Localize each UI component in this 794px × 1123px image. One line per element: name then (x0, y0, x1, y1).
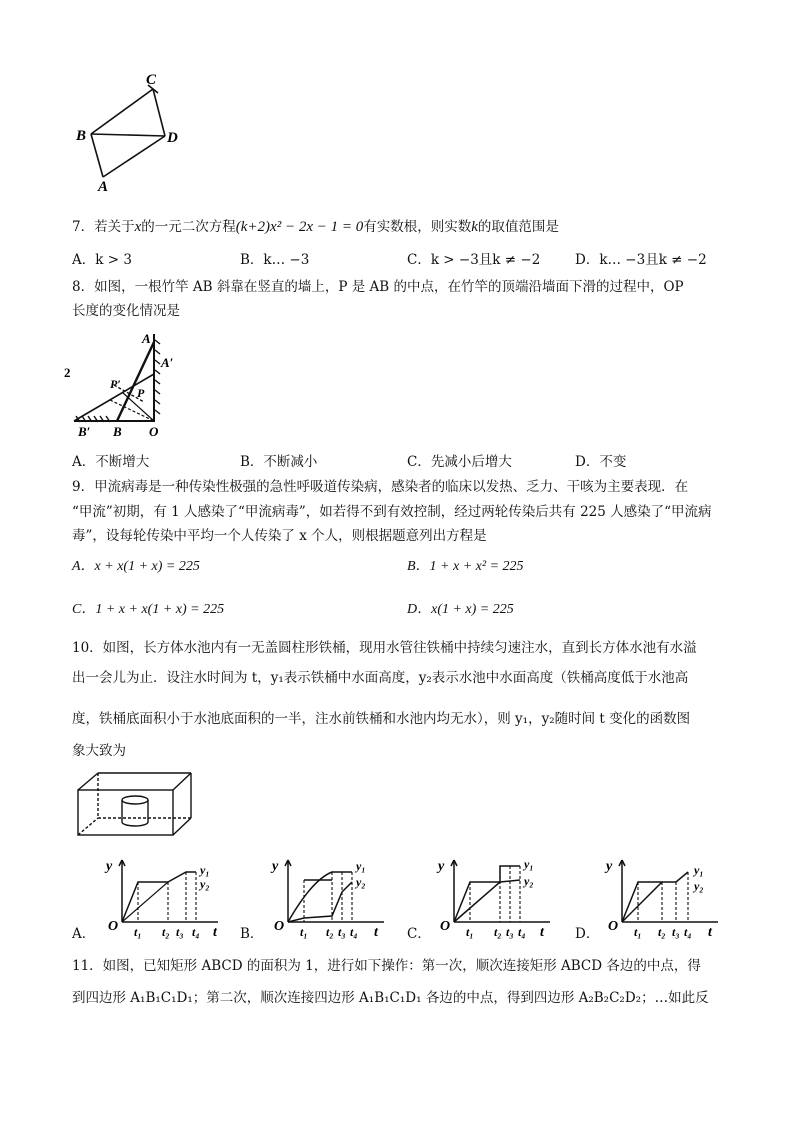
graph-c-t: t (540, 925, 544, 940)
graph-a-y2: y₂ (200, 877, 210, 891)
q7-post: 的取值范围是 (477, 219, 559, 235)
q9-option-c[interactable]: C．1 + x + x(1 + x) = 225 (72, 602, 225, 617)
label-b-prime: B′ (78, 424, 91, 439)
graph-b-t2: t₂ (326, 925, 334, 939)
graph-c-t4: t₄ (518, 925, 526, 939)
label-p: P (137, 386, 145, 400)
q10-option-c[interactable]: C． (407, 926, 431, 942)
graph-b (262, 852, 392, 942)
graph-c-y: y (438, 859, 445, 874)
graph-a-y1: y₁ (200, 863, 210, 877)
graph-c-y2: y₂ (524, 874, 534, 888)
q7-mid2: 有实数根，则实数 (363, 219, 472, 235)
graph-d-y2: y₂ (694, 879, 704, 893)
label-b: B (113, 424, 122, 439)
q8-option-c[interactable]: C．先减小后增大 (407, 454, 512, 470)
q8-line1-text: 如图，一根竹竿 AB 斜靠在竖直的墙上，P 是 AB 的中点，在竹竿的顶端沿墙面下滑的过程中，OP (94, 279, 684, 295)
q7-number: 7． (72, 219, 95, 235)
graph-d-y: y (606, 859, 613, 874)
q7-mid1: 的一元二次方程 (141, 219, 236, 235)
graph-d (596, 852, 726, 942)
q8-number: 8． (72, 279, 95, 295)
label-stray-2: 2 (64, 365, 71, 380)
q7-option-c[interactable]: C．k > −3且k ≠ −2 (407, 252, 541, 268)
q9-line2: “甲流”初期，有 1 人感染了“甲流病毒”，如若得不到有效控制，经过两轮传染后共有 225 人感染了“甲流病 (72, 504, 712, 520)
q10-line2: 出一会儿为止．设注水时间为 t，y₁表示铁桶中水面高度，y₂表示水池中水面高度（铁桶高度低于水池高 (72, 670, 689, 686)
q9-option-a[interactable]: A．x + x(1 + x) = 225 (72, 559, 200, 574)
graph-c-t2: t₂ (494, 925, 502, 939)
q7-pre: 若关于 (94, 219, 135, 235)
q11-line1: 11．如图，已知矩形 ABCD 的面积为 1，进行如下操作：第一次，顺次连接矩形 ABCD 各边的中点，得 (72, 958, 701, 974)
q7-option-a[interactable]: A．k > 3 (72, 252, 132, 268)
label-a-prime: A′ (161, 355, 174, 370)
graph-d-y1: y₁ (694, 863, 704, 877)
graph-a (96, 852, 226, 942)
graph-d-t4: t₄ (684, 925, 692, 939)
graph-a-y: y (106, 859, 113, 874)
graph-b-y: y (272, 859, 279, 874)
graph-d-t2: t₂ (658, 925, 666, 939)
q8-option-b[interactable]: B．不断减小 (240, 454, 318, 470)
q8-line1 (72, 277, 684, 297)
graph-a-t: t (213, 925, 217, 940)
graph-a-t3: t₃ (176, 925, 184, 939)
q10-line1: 10．如图，长方体水池内有一无盖圆柱形铁桶，现用水管往铁桶中持续匀速注水，直到长方体水池有水溢 (72, 640, 697, 656)
ladder-figure (62, 330, 182, 442)
label-a: A (98, 179, 109, 195)
graph-b-o: O (274, 919, 285, 934)
quadrilateral-figure (70, 70, 190, 195)
graph-d-o: O (608, 919, 619, 934)
q11-line2: 到四边形 A₁B₁C₁D₁；第二次，顺次连接四边形 A₁B₁C₁D₁ 各边的中点，得到四边形 A₂B₂C₂D₂；…如此反 (72, 990, 709, 1006)
q10-option-a[interactable]: A． (72, 926, 96, 942)
graph-c (428, 852, 558, 942)
q8-option-d[interactable]: D．不变 (575, 454, 627, 470)
graph-b-t: t (374, 925, 378, 940)
q9-line1: 9．甲流病毒是一种传染性极强的急性呼吸道传染病，感染者的临床以发热、乏力、干咳为主要表现．在 (72, 479, 689, 495)
q9-option-b[interactable]: B．1 + x + x² = 225 (407, 559, 524, 574)
graph-c-t1: t₁ (466, 925, 474, 939)
graph-b-y2: y₂ (356, 875, 366, 889)
graph-b-t4: t₄ (350, 925, 358, 939)
pool-figure (74, 770, 194, 840)
q7-stem (72, 217, 559, 237)
q7-option-d[interactable]: D．k… −3且k ≠ −2 (575, 252, 707, 268)
graph-a-t2: t₂ (162, 925, 170, 939)
q7-equation: (k+2)x² − 2x − 1 = 0 (235, 219, 364, 235)
graph-d-t: t (708, 925, 712, 940)
label-c: C (146, 72, 157, 88)
graph-b-t3: t₃ (338, 925, 346, 939)
graph-c-t3: t₃ (506, 925, 514, 939)
graph-c-y1: y₁ (524, 857, 534, 871)
q9-line3: 毒”，设每轮传染中平均一个人传染了 x 个人，则根据题意列出方程是 (72, 528, 487, 544)
graph-d-t3: t₃ (672, 925, 680, 939)
label-a: A (142, 331, 151, 346)
label-d: D (167, 130, 178, 146)
q7-option-b[interactable]: B．k… −3 (240, 252, 310, 268)
graph-a-t1: t₁ (134, 925, 142, 939)
label-o: O (149, 424, 159, 439)
graph-b-t1: t₁ (300, 925, 308, 939)
q8-line2: 长度的变化情况是 (72, 303, 180, 319)
label-p-prime: P′ (110, 377, 121, 391)
graph-a-t4: t₄ (192, 925, 200, 939)
q8-option-a[interactable]: A．不断增大 (72, 454, 150, 470)
q7-var-x: x (134, 219, 142, 235)
q10-line4: 象大致为 (72, 743, 126, 759)
q10-option-d[interactable]: D． (575, 926, 600, 942)
q10-option-b[interactable]: B． (240, 926, 264, 942)
label-b: B (76, 128, 87, 144)
q10-line3: 度，铁桶底面积小于水池底面积的一半，注水前铁桶和水池内均无水），则 y₁，y₂随时间 t 变化的函数图 (72, 711, 691, 727)
q9-option-d[interactable]: D．x(1 + x) = 225 (407, 602, 514, 617)
graph-c-o: O (440, 919, 451, 934)
graph-a-o: O (108, 919, 119, 934)
graph-b-y1: y₁ (356, 859, 366, 873)
q7-var-k: k (471, 219, 478, 235)
graph-d-t1: t₁ (634, 925, 642, 939)
